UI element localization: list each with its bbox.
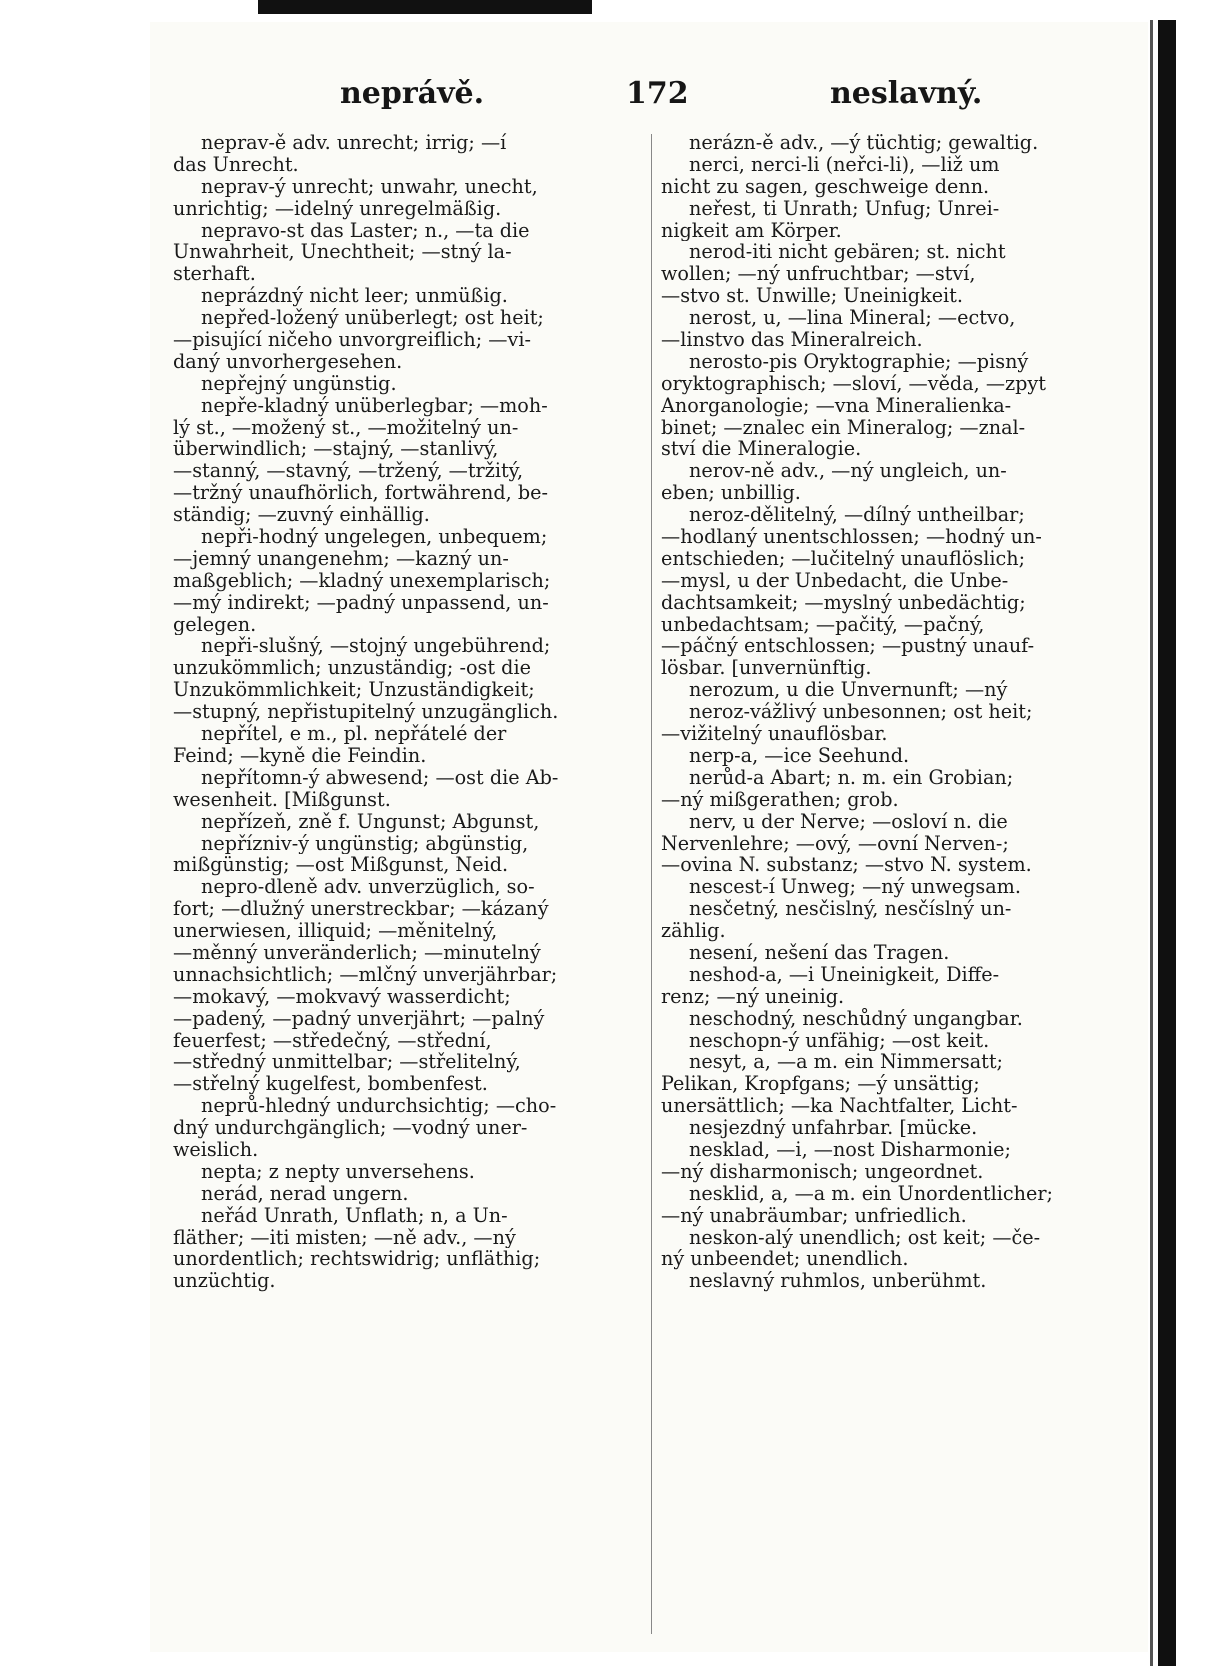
dictionary-line: nepři-slušný, —stojný ungebührend; — [201, 635, 551, 658]
dictionary-line: nerci, nerci-li (neřci-li), —liž um — [689, 153, 1000, 176]
scan-edge-right — [1158, 20, 1176, 1666]
dictionary-line: maßgeblich; —kladný unexemplarisch; — [173, 569, 551, 592]
dictionary-line: —ný mißgerathen; grob. — [661, 788, 899, 811]
dictionary-line: neslavný ruhmlos, unberühmt. — [689, 1270, 987, 1293]
dictionary-line: nepřed-ložený unüberlegt; ost heit; — [201, 307, 544, 330]
dictionary-line: Feind; —kyně die Feindin. — [173, 744, 427, 767]
dictionary-line: nerod-iti nicht gebären; st. nicht — [689, 241, 1006, 264]
dictionary-line: —hodlaný unentschlossen; —hodný un- — [661, 526, 1042, 548]
dictionary-line: gelegen. — [173, 613, 257, 636]
dictionary-line: —stupný, nepřistupitelný unzugänglich. — [173, 701, 559, 724]
dictionary-line: neprav-ý unrecht; unwahr, unecht, — [201, 175, 538, 198]
dictionary-line: ný unbeendet; unendlich. — [661, 1248, 909, 1271]
dictionary-line: nepřítomn-ý abwesend; —ost die Ab- — [201, 766, 559, 789]
dictionary-line: zählig. — [661, 920, 726, 942]
dictionary-line: eben; unbillig. — [661, 482, 801, 505]
dictionary-line: ständig; —zuvný einhällig. — [173, 504, 430, 527]
dictionary-line: neroz-vážlivý unbesonnen; ost heit; — [689, 701, 1033, 724]
dictionary-line: —ný disharmonisch; ungeordnet. — [661, 1160, 984, 1183]
dictionary-line: nepřítel, e m., pl. nepřátelé der — [201, 723, 507, 745]
dictionary-line: —stanný, —stavný, —tržený, —tržitý, — [173, 460, 524, 483]
header-left-word: neprávě. — [340, 76, 485, 111]
dictionary-line: —padený, —padný unverjährt; —palný — [173, 1007, 545, 1030]
dictionary-line: nesčetný, nesčislný, nesčíslný un- — [689, 898, 1012, 921]
dictionary-line: dný undurchgänglich; —vodný uner- — [173, 1117, 528, 1139]
dictionary-line: nepře-kladný unüberlegbar; —moh- — [201, 394, 548, 417]
dictionary-line: nicht zu sagen, geschweige denn. — [661, 175, 990, 198]
dictionary-line: neskon-alý unendlich; ost keit; —če- — [689, 1226, 1041, 1249]
dictionary-line: Nervenlehre; —ový, —ovní Nerven-; — [661, 832, 1009, 855]
dictionary-line: lösbar. [unvernünftig. — [661, 657, 872, 680]
dictionary-line: neshod-a, —i Uneinigkeit, Diffe- — [689, 963, 1000, 986]
dictionary-line: wollen; —ný unfruchtbar; —ství, — [661, 263, 976, 286]
dictionary-line: dachtsamkeit; —myslný unbedächtig; — [661, 591, 1026, 614]
dictionary-line: fläther; —iti misten; —ně adv., —ný — [173, 1226, 516, 1249]
dictionary-line: oryktographisch; —sloví, —věda, —zpyt — [661, 372, 1046, 395]
dictionary-line: unbedachtsam; —pačitý, —pačný, — [661, 613, 985, 636]
dictionary-line: neschopn-ý unfähig; —ost keit. — [689, 1029, 990, 1052]
dictionary-line: das Unrecht. — [173, 153, 299, 176]
dictionary-line: —pisující ničeho unvorgreiflich; —vi- — [173, 329, 531, 351]
dictionary-line: neroz-dělitelný, —dílný untheilbar; — [689, 504, 1025, 527]
dictionary-line: —páčný entschlossen; —pustný unauf- — [661, 635, 1035, 658]
dictionary-line: neschodný, neschůdný ungangbar. — [689, 1007, 1023, 1030]
dictionary-line: nepro-dleně adv. unverzüglich, so- — [201, 876, 535, 899]
dictionary-line: unerwiesen, illiquid; —měnitelný, — [173, 920, 498, 942]
dictionary-line: —ný unabräumbar; unfriedlich. — [661, 1204, 967, 1227]
dictionary-line: überwindlich; —stajný, —stanlivý, — [173, 438, 499, 461]
column-divider — [651, 134, 652, 1634]
dictionary-line: sterhaft. — [173, 263, 256, 286]
dictionary-line: —ovina N. substanz; —stvo N. system. — [661, 854, 1032, 877]
dictionary-line: nescest-í Unweg; —ný unwegsam. — [689, 876, 1021, 899]
dictionary-line: neřád Unrath, Unflath; n, a Un- — [201, 1204, 508, 1227]
header-right-word: neslavný. — [830, 76, 983, 111]
dictionary-line: neprů-hledný undurchsichtig; —cho- — [201, 1095, 557, 1118]
page-number: 172 — [626, 76, 689, 111]
dictionary-line: ství die Mineralogie. — [661, 438, 862, 461]
dictionary-line: unordentlich; rechtswidrig; unfläthig; — [173, 1248, 541, 1271]
dictionary-line: feuerfest; —středečný, —střední, — [173, 1029, 492, 1052]
dictionary-line: nesení, nešení das Tragen. — [689, 941, 950, 964]
dictionary-line: nerozum, u die Unvernunft; —ný — [689, 679, 1008, 702]
dictionary-line: unzüchtig. — [173, 1270, 276, 1293]
dictionary-line: —stvo st. Unwille; Uneinigkeit. — [661, 285, 963, 308]
dictionary-line: nepři-hodný ungelegen, unbequem; — [201, 526, 548, 548]
dictionary-line: nepravo-st das Laster; n., —ta die — [201, 219, 530, 242]
dictionary-line: —mokavý, —mokvavý wasserdicht; — [173, 985, 511, 1008]
dictionary-line: neprav-ě adv. unrecht; irrig; —í — [201, 132, 507, 154]
dictionary-line: nepřízniv-ý ungünstig; abgünstig, — [201, 832, 529, 855]
dictionary-line: unersättlich; —ka Nachtfalter, Licht- — [661, 1095, 1018, 1118]
dictionary-line: —vižitelný unauflösbar. — [661, 723, 888, 745]
dictionary-line: daný unvorhergesehen. — [173, 350, 403, 373]
dictionary-line: unnachsichtlich; —mlčný unverjährbar; — [173, 963, 558, 986]
dictionary-line: neprázdný nicht leer; unmüßig. — [201, 285, 508, 308]
dictionary-line: unrichtig; —idelný unregelmäßig. — [173, 197, 502, 220]
dictionary-line: unzukömmlich; unzuständig; -ost die — [173, 657, 531, 680]
dictionary-line: nerov-ně adv., —ný ungleich, un- — [689, 460, 1007, 483]
dictionary-line: mißgünstig; —ost Mißgunst, Neid. — [173, 854, 509, 877]
right-column — [661, 132, 1121, 1292]
dictionary-line: Unzukömmlichkeit; Unzuständigkeit; — [173, 679, 535, 702]
dictionary-line: —mysl, u der Unbedacht, die Unbe- — [661, 569, 1009, 592]
dictionary-line: nepřízeň, zně f. Ungunst; Abgunst, — [201, 810, 540, 833]
dictionary-line: nepta; z nepty unversehens. — [201, 1160, 475, 1183]
dictionary-line: nerv, u der Nerve; —osloví n. die — [689, 810, 1008, 833]
dictionary-line: nerázn-ě adv., —ý tüchtig; gewaltig. — [689, 132, 1039, 154]
scan-top-bar — [258, 0, 592, 14]
dictionary-line: lý st., —možený st., —možitelný un- — [173, 416, 519, 439]
dictionary-line: binet; —znalec ein Mineralog; —znal- — [661, 416, 1026, 439]
dictionary-line: nesklad, —i, —nost Disharmonie; — [689, 1138, 1011, 1161]
page-header — [150, 76, 1140, 122]
dictionary-line: nerost, u, —lina Mineral; —ectvo, — [689, 307, 1016, 330]
dictionary-line: Anorganologie; —vna Mineralienka- — [661, 394, 1012, 417]
dictionary-line: nerosto-pis Oryktographie; —pisný — [689, 350, 1029, 373]
dictionary-line: wesenheit. [Mißgunst. — [173, 788, 391, 811]
dictionary-line: nerád, nerad ungern. — [201, 1182, 409, 1205]
dictionary-line: nepřejný ungünstig. — [201, 372, 397, 395]
dictionary-line: nesklid, a, —a m. ein Unordentlicher; — [689, 1182, 1053, 1205]
dictionary-line: renz; —ný uneinig. — [661, 985, 845, 1008]
dictionary-line: entschieden; —lučitelný unauflöslich; — [661, 547, 1026, 570]
dictionary-line: nesyt, a, —a m. ein Nimmersatt; — [689, 1051, 1004, 1074]
scan-edge-line — [1150, 20, 1153, 1666]
dictionary-line: —mý indirekt; —padný unpassend, un- — [173, 591, 549, 614]
dictionary-line: Pelikan, Kropfgans; —ý unsättig; — [661, 1073, 980, 1096]
dictionary-line: —jemný unangenehm; —kazný un- — [173, 547, 509, 570]
dictionary-line: —tržný unaufhörlich, fortwährend, be- — [173, 482, 548, 505]
dictionary-line: weislich. — [173, 1138, 259, 1161]
dictionary-line: nerp-a, —ice Seehund. — [689, 744, 910, 767]
dictionary-line: neřest, ti Unrath; Unfug; Unrei- — [689, 197, 1000, 220]
dictionary-line: Unwahrheit, Unechtheit; —stný la- — [173, 241, 512, 264]
dictionary-line: nigkeit am Körper. — [661, 219, 842, 242]
dictionary-line: —střelný kugelfest, bombenfest. — [173, 1073, 488, 1096]
dictionary-line: nerůd-a Abart; n. m. ein Grobian; — [689, 766, 1014, 789]
dictionary-line: —linstvo das Mineralreich. — [661, 329, 923, 351]
dictionary-line: nesjezdný unfahrbar. [mücke. — [689, 1117, 978, 1139]
dictionary-line: —středný unmittelbar; —střelitelný, — [173, 1051, 521, 1074]
dictionary-line: —měnný unveränderlich; —minutelný — [173, 941, 541, 964]
dictionary-line: fort; —dlužný unerstreckbar; —kázaný — [173, 898, 549, 921]
left-column — [173, 132, 639, 1292]
